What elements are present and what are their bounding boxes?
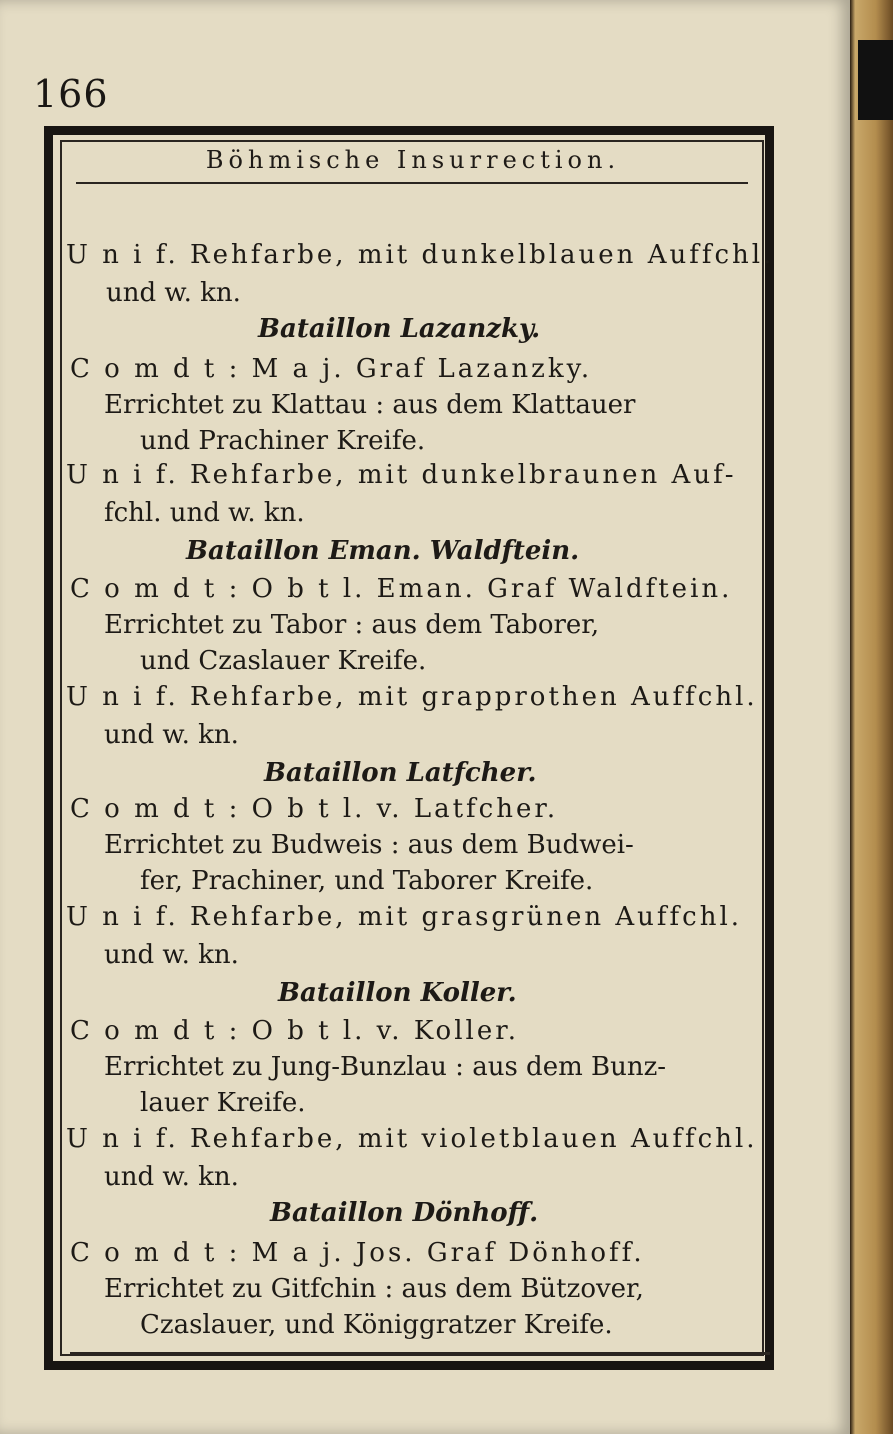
uniform-line: U n i f. Rehfarbe, mit grasgrünen Auffchl. <box>66 902 743 932</box>
uniform-line: U n i f. Rehfarbe, mit dunkelbraunen Auf- <box>66 460 737 490</box>
section-title: Böhmische Insurrection. <box>205 146 621 174</box>
uniform-line-cont: und w. kn. <box>104 940 239 970</box>
raised-line: Errichtet zu Tabor : aus dem Taborer, <box>104 610 600 640</box>
battalion-heading: Bataillon Dönhoff. <box>270 1198 539 1228</box>
raised-line: Errichtet zu Klattau : aus dem Klattauer <box>104 390 636 420</box>
raised-line: Errichtet zu Gitfchin : aus dem Bützover, <box>104 1274 644 1304</box>
commander-line: C o m d t : O b t l. v. Latfcher. <box>70 794 559 824</box>
raised-line: Errichtet zu Budweis : aus dem Budwei- <box>104 830 634 860</box>
page-number: 166 <box>33 72 109 116</box>
raised-line-cont: fer, Prachiner, und Taborer Kreife. <box>140 866 594 896</box>
uniform-line: U n i f. Rehfarbe, mit dunkelblauen Auffchl. <box>66 240 775 270</box>
commander-line: C o m d t : M a j. Jos. Graf Dönhoff. <box>70 1238 645 1268</box>
facing-page-shadow <box>858 40 893 120</box>
uniform-line: U n i f. Rehfarbe, mit grapprothen Auffchl. <box>66 682 758 712</box>
commander-line: C o m d t : O b t l. Eman. Graf Waldftein. <box>70 574 733 604</box>
raised-line-cont: Czaslauer, und Königgratzer Kreife. <box>140 1310 613 1340</box>
title-rule <box>76 182 748 184</box>
commander-line: C o m d t : M a j. Graf Lazanzky. <box>70 354 593 384</box>
uniform-line-cont: und w. kn. <box>104 1162 239 1192</box>
uniform-line-cont: fchl. und w. kn. <box>104 498 305 528</box>
uniform-line: U n i f. Rehfarbe, mit violetblauen Auffchl. <box>66 1124 758 1154</box>
commander-line: C o m d t : O b t l. v. Koller. <box>70 1016 520 1046</box>
bottom-rule <box>70 1352 770 1355</box>
uniform-line-cont: und w. kn. <box>104 720 239 750</box>
battalion-heading: Bataillon Koller. <box>278 978 517 1008</box>
uniform-line-cont: und w. kn. <box>106 278 241 308</box>
raised-line-cont: und Czaslauer Kreife. <box>140 646 427 676</box>
raised-line-cont: lauer Kreife. <box>140 1088 306 1118</box>
facing-page-edge <box>850 0 893 1434</box>
raised-line-cont: und Prachiner Kreife. <box>140 426 426 456</box>
raised-line: Errichtet zu Jung-Bunzlau : aus dem Bunz- <box>104 1052 667 1082</box>
battalion-heading: Bataillon Eman. Waldftein. <box>186 536 580 566</box>
battalion-heading: Bataillon Latfcher. <box>264 758 537 788</box>
battalion-heading: Bataillon Lazanzky. <box>258 314 541 344</box>
